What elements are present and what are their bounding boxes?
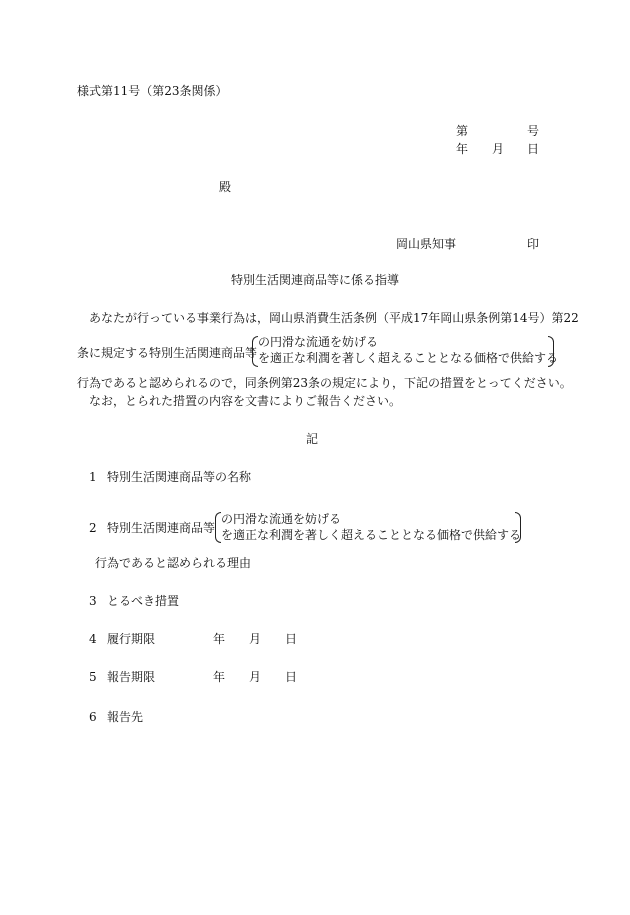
item-2-option-2: を適正な利潤を著しく超えることとなる価格で供給する: [221, 528, 522, 542]
item-5-month: 月: [249, 670, 262, 684]
item-4-label: 履行期限: [107, 632, 156, 646]
item-4-number: 4: [89, 632, 97, 646]
ki-heading: 記: [306, 432, 319, 446]
body-option-2: を適正な利潤を著しく超えることとなる価格で供給する: [258, 351, 559, 365]
body-option-1: の円滑な流通を妨げる: [258, 335, 379, 349]
issuer-name: 岡山県知事: [396, 237, 457, 251]
item-2-tail: 行為であると認められる理由: [95, 556, 252, 570]
item-2-option-1: の円滑な流通を妨げる: [221, 512, 342, 526]
date-day: 日: [527, 142, 540, 156]
date-month: 月: [492, 142, 505, 156]
item-2-prefix: 特別生活関連商品等: [107, 521, 216, 535]
body-line-4: なお，とられた措置の内容を文書によりご報告ください。: [89, 394, 402, 408]
item-5-year: 年: [213, 670, 226, 684]
number-prefix: 第: [456, 124, 469, 138]
item-4-month: 月: [249, 632, 262, 646]
item-6-number: 6: [89, 710, 97, 724]
item-6-label: 報告先: [107, 710, 144, 724]
body-line-2-prefix: 条に規定する特別生活関連商品等: [77, 346, 258, 360]
form-label: 様式第11号（第23条関係）: [77, 84, 228, 98]
option-bracket-right: [548, 336, 554, 367]
item-5-number: 5: [89, 670, 97, 684]
item-4-day: 日: [285, 632, 298, 646]
issuer-seal: 印: [527, 237, 540, 251]
item-1-number: 1: [89, 470, 97, 484]
date-year: 年: [456, 142, 469, 156]
item-2-bracket-right: [515, 512, 521, 543]
body-line-1: あなたが行っている事業行為は，岡山県消費生活条例（平成17年岡山県条例第14号）第22: [89, 311, 579, 325]
item-2-number: 2: [89, 521, 97, 535]
item-4-year: 年: [213, 632, 226, 646]
addressee-suffix: 殿: [219, 180, 232, 194]
item-1-label: 特別生活関連商品等の名称: [107, 470, 252, 484]
document-title: 特別生活関連商品等に係る指導: [231, 273, 400, 287]
item-5-label: 報告期限: [107, 670, 156, 684]
item-5-day: 日: [285, 670, 298, 684]
item-3-number: 3: [89, 594, 97, 608]
body-line-3: 行為であると認められるので，同条例第23条の規定により，下記の措置をとってください。: [77, 376, 572, 390]
item-3-label: とるべき措置: [107, 594, 180, 608]
number-suffix: 号: [527, 124, 540, 138]
